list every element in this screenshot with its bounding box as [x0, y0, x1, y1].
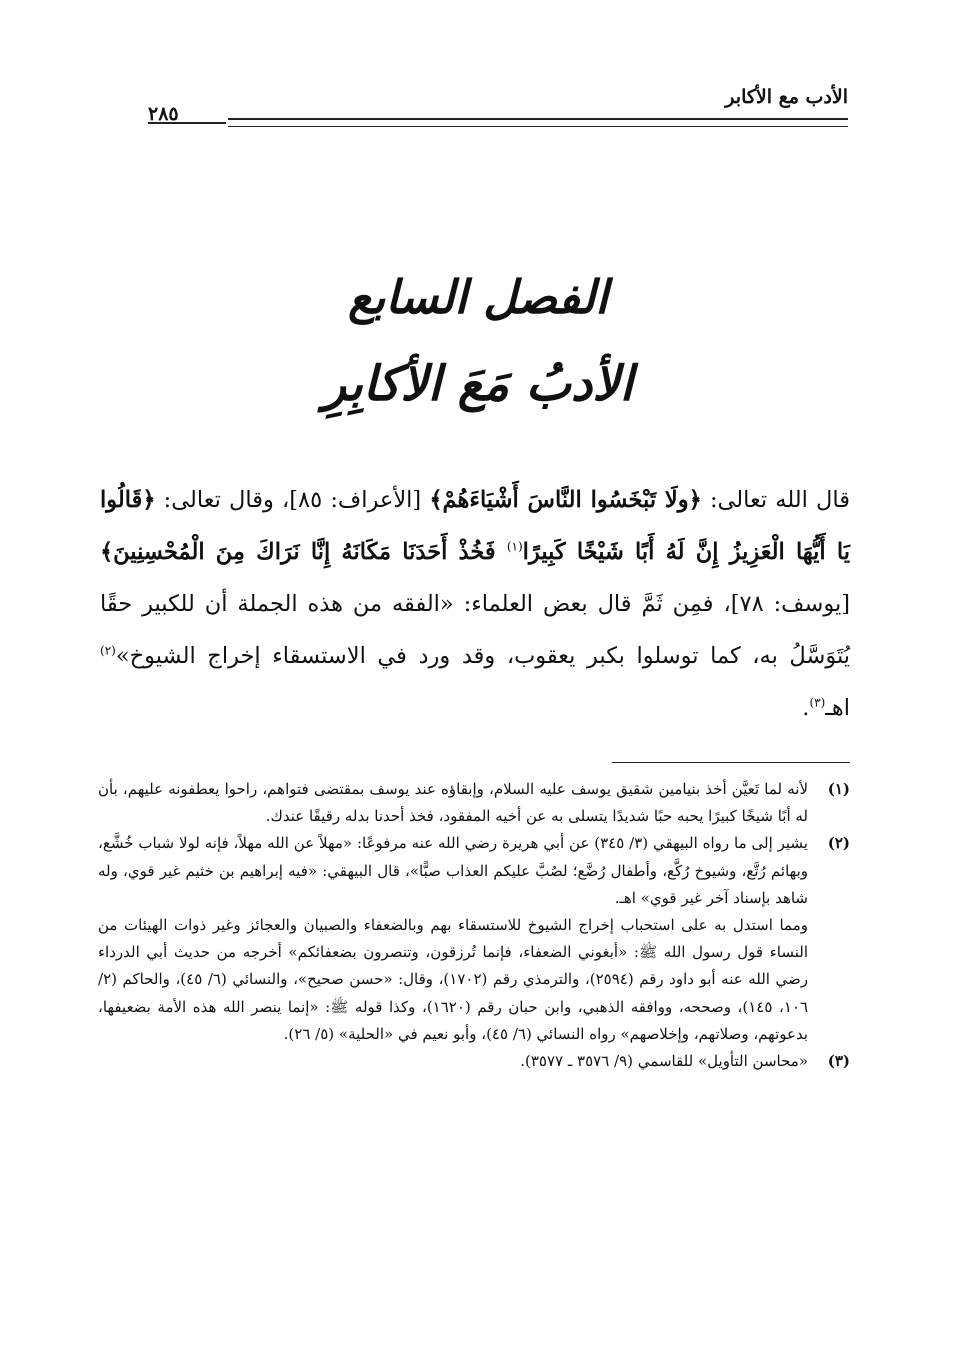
- body-text-segment: اهـ: [825, 695, 850, 721]
- footnote-text: «محاسن التأويل» للقاسمي (٩/ ٣٥٧٦ ـ ٣٥٧٧).: [520, 1052, 808, 1071]
- body-text-segment: .: [802, 695, 810, 721]
- body-text-segment: قال الله تعالى:: [701, 487, 850, 513]
- page-number-rule: [148, 122, 226, 124]
- footnote-ref: (٣): [809, 695, 826, 710]
- footnote-text: ومما استدل به على استحباب إخراج الشيوخ للاستسقاء بهم وبالضعفاء والصبيان والعجائز وغير ذوات الهيئات من النساء قول رسول الله ﷺ: «أبغوني الضعفاء، فإنما تُرزقون، وتنصرون بضعفائكم» أخرجه من حديث أبي الدرداء رضي الله عنه أبو داود رقم (٢٥٩٤)، والترمذي رقم (١٧٠٢)، وقال: «حسن صحيح»، والنسائي (٦/ ٤٥)، والحاكم (٢/ ١٠٦، ١٤٥)، وصححه، ووافقه الذهبي، وابن حبان رقم (١٦٢٠)، وكذا قوله ﷺ: «إنما ينصر الله هذه الأمة بضعيفها، بدعوتهم، وصلاتهم، وإخلاصهم» رواه النسائي (٦/ ٤٥)، وأبو نعيم في «الحلية» (٥/ ٢٦).: [98, 916, 809, 1043]
- header-rule: [228, 118, 848, 127]
- body-paragraph: [100, 474, 850, 734]
- body-text-segment: [يوسف: ٧٨]، فمِن ثَمَّ قال بعض العلماء: «الفقه من هذه الجملة أن للكبير حقًا يُتَوَسَّلُ به، كما توسلوا بكبر يعقوب، وقد ورد في الاستسقاء إخراج الشيوخ»: [100, 591, 850, 669]
- body-text-segment: [الأعراف: ٨٥]، وقال تعالى:: [155, 487, 430, 513]
- page-number: ٢٨٥: [148, 103, 179, 125]
- footnote-2: [98, 830, 850, 1048]
- footnote-number: (١): [827, 780, 850, 798]
- footnote-ref: (١): [506, 539, 523, 554]
- quran-verse: ﴿قَالُوا يَا أَيُّهَا الْعَزِيزُ إِنَّ لَهُ أَبًا شَيْخًا كَبِيرًا: [100, 487, 850, 565]
- chapter-title-heading: الأدبُ مَعَ الأكابِرِ: [323, 356, 633, 412]
- footnote-separator: [612, 762, 850, 763]
- footnote-text: لأنه لما تَعيَّن أخذ بنيامين شقيق يوسف عليه السلام، وإبقاؤه عند يوسف بمقتضى فتواهم، راحوا يعطفونه عليهم، بأن له أبًا شيخًا كبيرًا يحبه حبًا شديدًا يتسلى به عن أخيه المفقود، فخذ أحدنا بدله رقيقًا عندك.: [98, 780, 808, 826]
- footnote-text: يشير إلى ما رواه البيهقي (٣/ ٣٤٥) عن أبي هريرة رضي الله عنه مرفوعًا: «مهلاً عن الله مهلاً، فإنه لولا شباب خُشَّع، وبهائم رُتَّع، وشيوخ رُكَّع، وأطفال رُضَّع؛ لصُبَّ عليكم العذاب صبًّا»، قال البيهقي: «فيه إبراهيم بن خثيم غير قوي، وله شاهد بإسناد آخر غير قوي» اهـ.: [98, 834, 808, 907]
- running-header-title: الأدب مع الأكابر: [725, 86, 848, 108]
- quran-verse: فَخُذْ أَحَدَنَا مَكَانَهُ إِنَّا نَرَاكَ مِنَ الْمُحْسِنِينَ﴾: [100, 539, 507, 565]
- footnote-number: (٣): [827, 1052, 850, 1071]
- chapter-number-heading: الفصل السابع: [348, 270, 608, 324]
- footnote-number: (٢): [827, 834, 850, 853]
- footnote-1: [98, 776, 850, 830]
- footnote-3: [98, 1048, 850, 1075]
- quran-verse: ﴿ولَا تَبْخَسُوا النَّاسَ أَشْيَاءَهُمْ﴾: [429, 487, 702, 513]
- footnotes: [98, 776, 850, 1075]
- footnote-ref: (٢): [100, 643, 116, 658]
